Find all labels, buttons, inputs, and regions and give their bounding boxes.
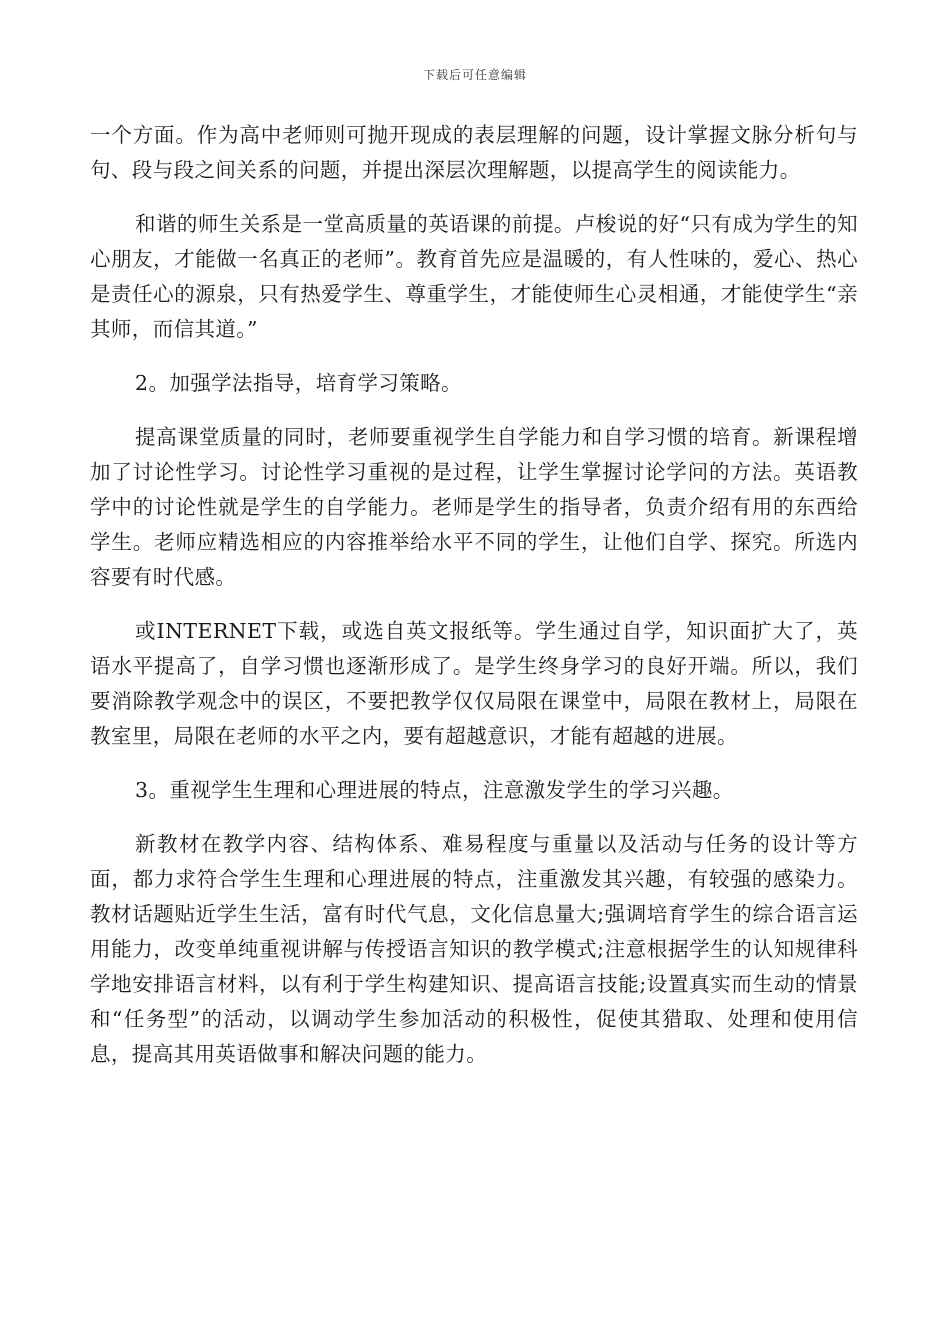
paragraph-3: 提高课堂质量的同时，老师要重视学生自学能力和自学习惯的培育。新课程增加了讨论性学习。讨论性学习重视的是过程，让学生掌握讨论学问的方法。英语教学中的讨论性就是学生的自学能力。老师是学生的指导者，负责介绍有用的东西给学生。老师应精选相应的内容推举给水平不同的学生，让他们自学、探究。所选内容要有时代感。 [90,425,858,589]
paragraph-2: 和谐的师生关系是一堂高质量的英语课的前提。卢梭说的好“只有成为学生的知心朋友，才能做一名真正的老师”。教育首先应是温暖的，有人性味的，爱心、热心是责任心的源泉，只有热爱学生、尊重学生，才能使师生心灵相通，才能使学生“亲其师，而信其道。” [90,212,858,341]
paragraph-5: 新教材在教学内容、结构体系、难易程度与重量以及活动与任务的设计等方面，都力求符合学生生理和心理进展的特点，注重激发其兴趣，有较强的感染力。教材话题贴近学生生活，富有时代气息，文化信息量大;强调培育学生的综合语言运用能力，改变单纯重视讲解与传授语言知识的教学模式;注意根据学生的认知规律科学地安排语言材料，以有利于学生构建知识、提高语言技能;设置真实而生动的情景和“任务型”的活动，以调动学生参加活动的积极性，促使其猎取、处理和使用信息，提高其用英语做事和解决问题的能力。 [90,832,858,1066]
document-body [90,118,858,1091]
page-header: 下载后可任意编辑 [422,68,527,82]
paragraph-4: 或INTERNET下载，或选自英文报纸等。学生通过自学，知识面扩大了，英语水平提高了，自学习惯也逐渐形成了。是学生终身学习的良好开端。所以，我们要消除教学观念中的误区，不要把教学仅仅局限在课堂中，局限在教材上，局限在教室里，局限在老师的水平之内，要有超越意识，才能有超越的进展。 [90,619,858,748]
paragraph-1: 一个方面。作为高中老师则可抛开现成的表层理解的问题，设计掌握文脉分析句与句、段与段之间关系的问题，并提出深层次理解题，以提高学生的阅读能力。 [90,123,858,182]
section-heading-3: 3。重视学生生理和心理进展的特点，注意激发学生的学习兴趣。 [135,778,734,802]
section-heading-2: 2。加强学法指导，培育学习策略。 [135,371,462,395]
